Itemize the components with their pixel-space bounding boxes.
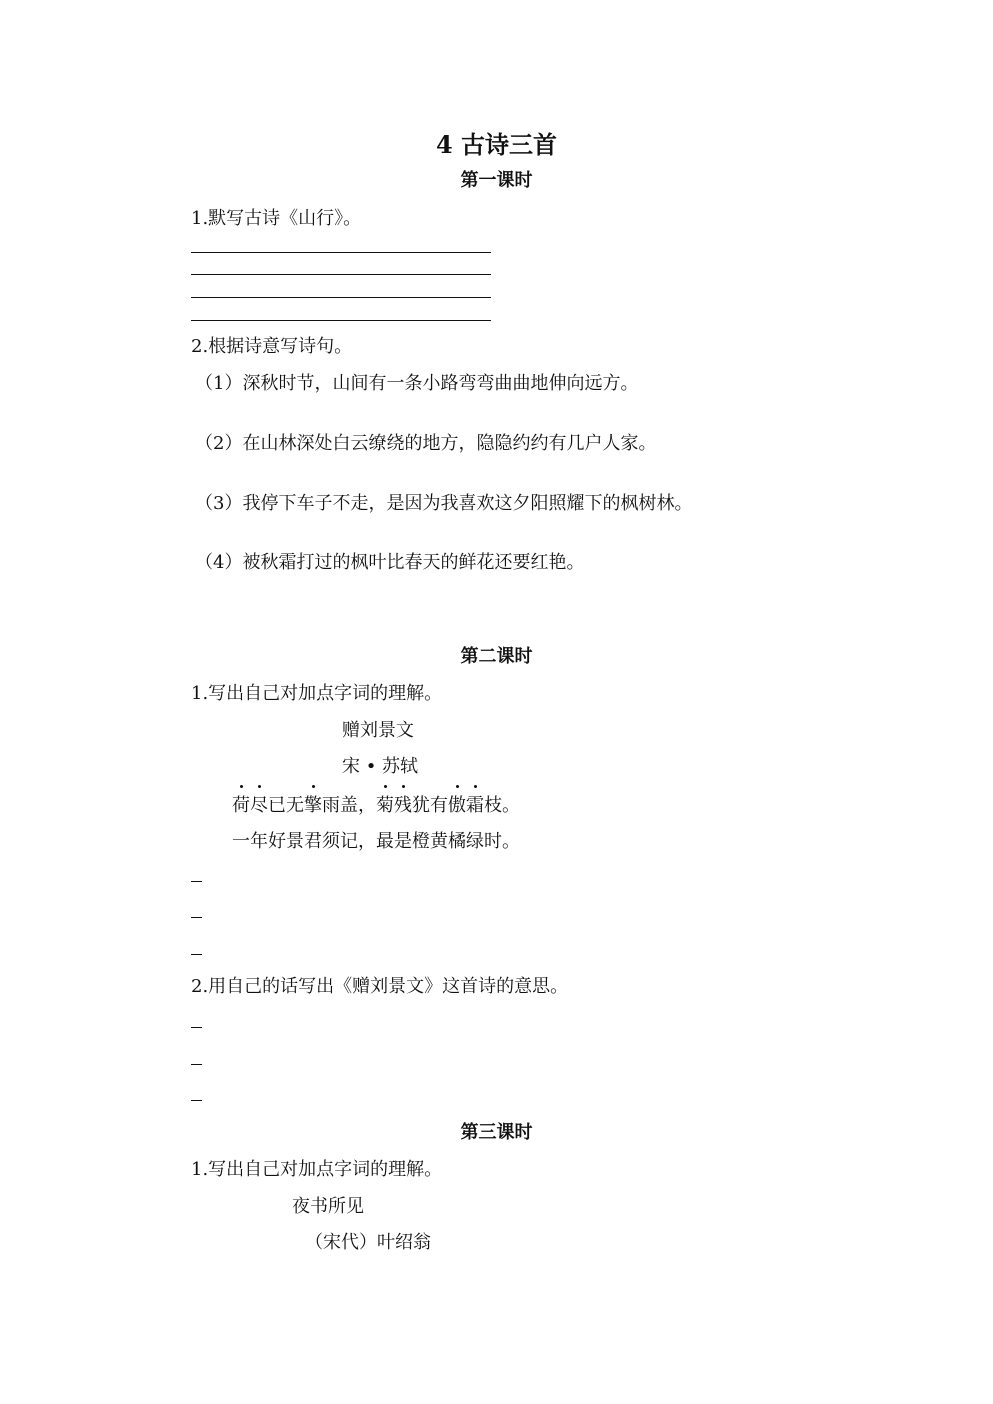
lesson2-question2: 2.用自己的话写出《赠刘景文》这首诗的意思。 — [191, 976, 569, 997]
dotted-char: 菊 — [376, 791, 394, 817]
answer-blank[interactable] — [191, 881, 202, 882]
lesson3-question1: 1.写出自己对加点字词的理解。 — [191, 1159, 443, 1180]
answer-line[interactable] — [191, 252, 491, 253]
poem-text: 雨盖， — [322, 795, 376, 816]
dotted-char: 傲 — [448, 791, 466, 817]
list-item: （3）我停下车子不走，是因为我喜欢这夕阳照耀下的枫树林。 — [195, 493, 693, 514]
answer-blank[interactable] — [191, 954, 202, 955]
poem-text: 犹有 — [412, 795, 448, 816]
dotted-char: 残 — [394, 791, 412, 817]
answer-blank[interactable] — [191, 1064, 202, 1065]
poem-title: 赠刘景文 — [342, 720, 414, 741]
answer-blank[interactable] — [191, 917, 202, 918]
answer-line[interactable] — [191, 297, 491, 298]
dotted-char: 尽 — [250, 791, 268, 817]
poem-line-2: 一年好景君须记，最是橙黄橘绿时。 — [232, 831, 520, 852]
dotted-char: 擎 — [304, 791, 322, 817]
poem-title: 夜书所见 — [292, 1196, 364, 1217]
answer-line[interactable] — [191, 320, 491, 321]
answer-blank[interactable] — [191, 1100, 202, 1101]
poem-author: 宋 • 苏轼 — [342, 756, 419, 777]
poem-author: （宋代）叶绍翁 — [305, 1232, 431, 1253]
lesson2-question1: 1.写出自己对加点字词的理解。 — [191, 683, 443, 704]
dotted-char: 霜 — [466, 791, 484, 817]
page-title: 4 古诗三首 — [435, 130, 558, 159]
list-item: （4）被秋霜打过的枫叶比春天的鲜花还要红艳。 — [195, 552, 585, 573]
lesson1-heading: 第一课时 — [460, 170, 533, 191]
dotted-char: 荷 — [232, 791, 250, 817]
lesson3-heading: 第三课时 — [460, 1122, 533, 1143]
answer-blank[interactable] — [191, 1027, 202, 1028]
lesson1-question1: 1.默写古诗《山行》。 — [191, 208, 362, 229]
answer-line[interactable] — [191, 274, 491, 275]
poem-text: 已无 — [268, 795, 304, 816]
poem-line-1 — [232, 791, 520, 817]
poem-text: 枝。 — [484, 795, 520, 816]
list-item: （1）深秋时节，山间有一条小路弯弯曲曲地伸向远方。 — [195, 373, 639, 394]
list-item: （2）在山林深处白云缭绕的地方，隐隐约约有几户人家。 — [195, 433, 657, 454]
lesson1-question2: 2.根据诗意写诗句。 — [191, 336, 353, 357]
lesson2-heading: 第二课时 — [460, 646, 533, 667]
